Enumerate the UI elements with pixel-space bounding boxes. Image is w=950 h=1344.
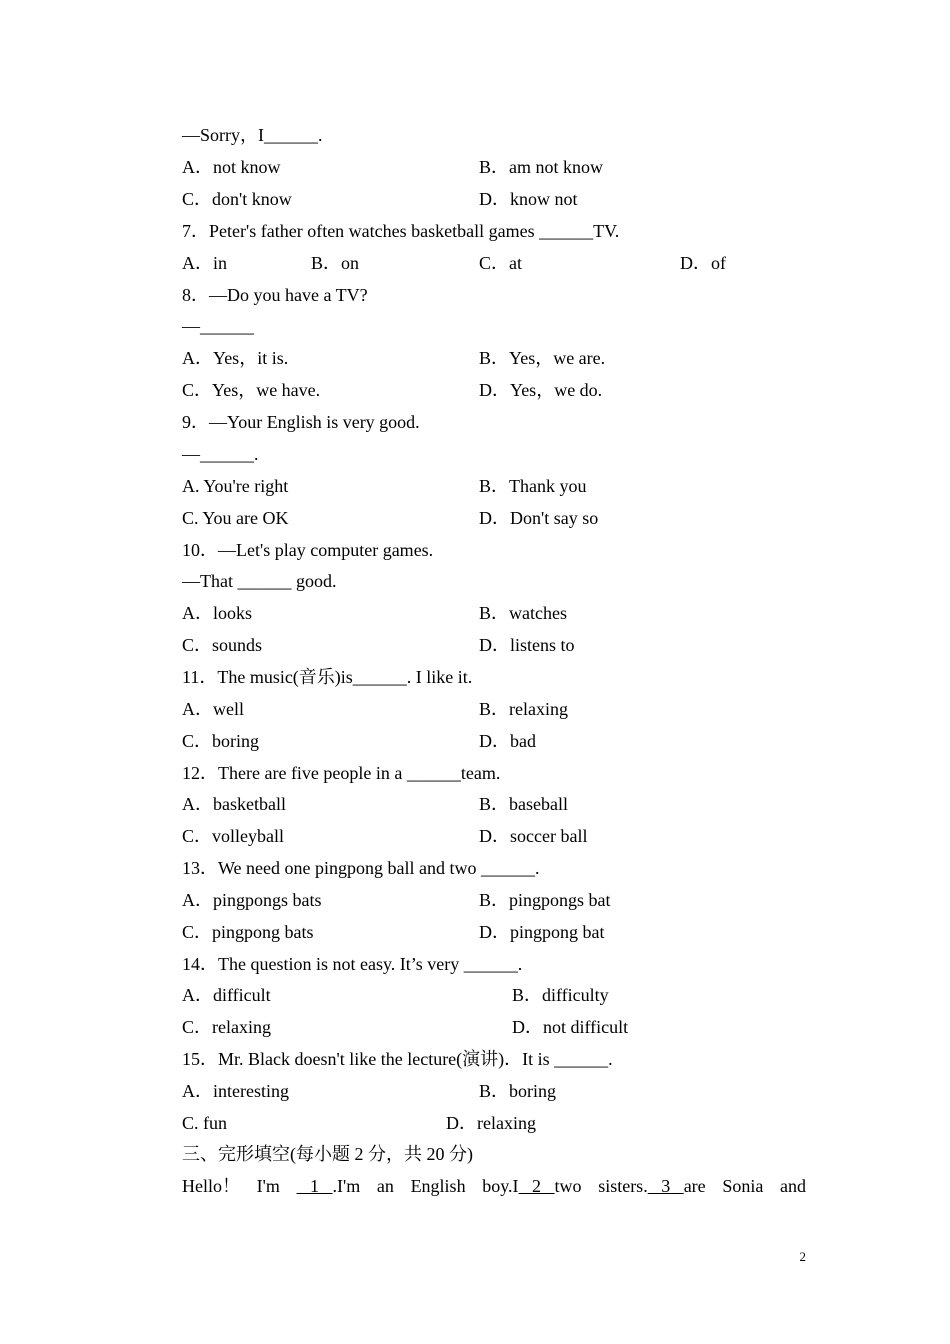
q9-answer-line: —______.: [182, 444, 259, 464]
q10-option-c: C．sounds: [182, 635, 263, 655]
q9-option-a: A. You're right: [182, 476, 289, 496]
cloze-word: an: [376, 1176, 394, 1196]
cloze-word: two: [554, 1176, 582, 1196]
q9-option-c: C. You are OK: [182, 508, 289, 528]
cloze-blank-3: 3: [661, 1176, 671, 1196]
cloze-blank-1: 1: [310, 1176, 320, 1196]
q10-option-b: B．watches: [479, 603, 567, 623]
q12-option-c: C．volleyball: [182, 826, 284, 846]
q10-option-a: A．looks: [182, 603, 253, 623]
q15-option-d: D．relaxing: [446, 1113, 536, 1133]
q13-option-a: A．pingpongs bats: [182, 890, 322, 910]
q10-stem: 10．—Let's play computer games.: [182, 540, 434, 560]
cloze-word: boy.I: [482, 1176, 519, 1196]
q8-stem: 8．—Do you have a TV?: [182, 285, 368, 305]
q7-option-a: A．in: [182, 253, 227, 273]
q13-option-b: B．pingpongs bat: [479, 890, 611, 910]
q6-option-a: A．not know: [182, 157, 281, 177]
q9-option-d: D．Don't say so: [479, 508, 599, 528]
q6-option-d: D．know not: [479, 189, 578, 209]
cloze-word: are: [683, 1176, 706, 1196]
q13-option-d: D．pingpong bat: [479, 922, 605, 942]
cloze-passage-line: [182, 1175, 806, 1197]
cloze-word: Hello！: [182, 1176, 240, 1196]
q11-option-b: B．relaxing: [479, 699, 568, 719]
cloze-word: Sonia: [722, 1176, 764, 1196]
q10-answer-line: —That ______ good.: [182, 571, 337, 591]
q14-option-d: D．not difficult: [512, 1017, 629, 1037]
q7-stem: 7．Peter's father often watches basketball games ______TV.: [182, 221, 620, 241]
q7-option-b: B．on: [311, 253, 360, 273]
q12-option-d: D．soccer ball: [479, 826, 588, 846]
q9-option-b: B．Thank you: [479, 476, 587, 496]
q12-option-a: A．basketball: [182, 794, 286, 814]
section3-heading: 三、完形填空(每小题 2 分，共 20 分): [182, 1144, 473, 1164]
q15-option-b: B．boring: [479, 1081, 557, 1101]
page-number: 2: [799, 1249, 806, 1264]
q14-stem: 14．The question is not easy. It’s very ______.: [182, 954, 523, 974]
q8-option-c: C．Yes，we have.: [182, 380, 321, 400]
cloze-blank-2: 2: [532, 1176, 542, 1196]
q13-stem: 13．We need one pingpong ball and two ______.: [182, 858, 540, 878]
q6-option-c: C．don't know: [182, 189, 292, 209]
q8-option-d: D．Yes，we do.: [479, 380, 603, 400]
q11-stem: 11．The music(音乐)is______. I like it.: [182, 667, 473, 687]
q11-option-d: D．bad: [479, 731, 536, 751]
q6-answer-line: —Sorry，I______.: [182, 125, 323, 145]
q8-option-b: B．Yes，we are.: [479, 348, 606, 368]
q8-answer-line: —______: [182, 316, 254, 336]
cloze-word: .I'm: [332, 1176, 361, 1196]
cloze-word: I'm: [256, 1176, 280, 1196]
q12-option-b: B．baseball: [479, 794, 568, 814]
q12-stem: 12．There are five people in a ______team.: [182, 763, 501, 783]
q11-option-a: A．well: [182, 699, 244, 719]
q14-option-b: B．difficulty: [512, 985, 609, 1005]
q15-stem: 15．Mr. Black doesn't like the lecture(演讲)．It is ______.: [182, 1049, 613, 1069]
q8-option-a: A．Yes，it is.: [182, 348, 289, 368]
q14-option-c: C．relaxing: [182, 1017, 271, 1037]
q7-option-c: C．at: [479, 253, 522, 273]
q15-option-c: C. fun: [182, 1113, 227, 1133]
q14-option-a: A．difficult: [182, 985, 271, 1005]
cloze-word: English: [410, 1176, 466, 1196]
q11-option-c: C．boring: [182, 731, 260, 751]
q15-option-a: A．interesting: [182, 1081, 289, 1101]
q13-option-c: C．pingpong bats: [182, 922, 314, 942]
cloze-word: sisters.: [598, 1176, 648, 1196]
q7-option-d: D．of: [680, 253, 726, 273]
cloze-word: and: [779, 1176, 806, 1196]
q6-option-b: B．am not know: [479, 157, 603, 177]
q10-option-d: D．listens to: [479, 635, 575, 655]
q9-stem: 9．—Your English is very good.: [182, 412, 420, 432]
